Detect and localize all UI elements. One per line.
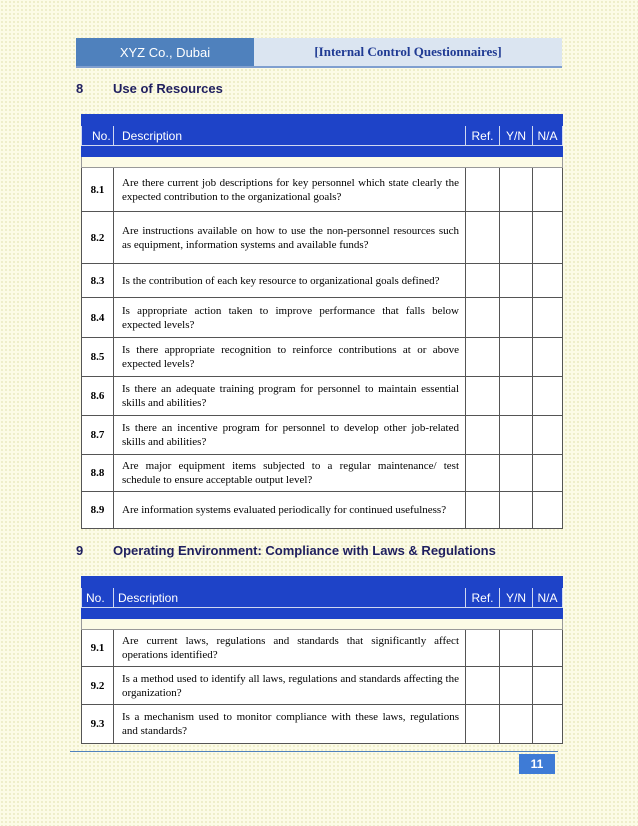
na-cell[interactable] (533, 212, 563, 264)
na-cell[interactable] (533, 338, 563, 377)
row-description: Is there appropriate recognition to reinforce contributions at or above expected levels? (114, 338, 466, 377)
table-header-band (82, 115, 563, 126)
row-number: 9.2 (82, 667, 114, 705)
questionnaire-table-9 (81, 576, 563, 744)
row-description: Are information systems evaluated periodically for continued usefulness? (114, 492, 466, 529)
table-row (82, 298, 563, 338)
row-description: Are current laws, regulations and standards that significantly affect operations identified? (114, 630, 466, 667)
column-header-na: N/A (533, 588, 563, 608)
table-row (82, 168, 563, 212)
row-number: 8.8 (82, 455, 114, 492)
column-header-yn: Y/N (500, 126, 533, 146)
row-number: 9.3 (82, 705, 114, 744)
table-row (82, 377, 563, 416)
questionnaire-table-8 (81, 114, 563, 529)
yn-cell[interactable] (500, 705, 533, 744)
table-row (82, 667, 563, 705)
na-cell[interactable] (533, 492, 563, 529)
row-number: 8.9 (82, 492, 114, 529)
na-cell[interactable] (533, 455, 563, 492)
table-header-row (82, 588, 563, 608)
yn-cell[interactable] (500, 168, 533, 212)
yn-cell[interactable] (500, 455, 533, 492)
row-description: Are instructions available on how to use the non-personnel resources such as equipment, information systems and available funds? (114, 212, 466, 264)
ref-cell[interactable] (466, 455, 500, 492)
na-cell[interactable] (533, 416, 563, 455)
yn-cell[interactable] (500, 212, 533, 264)
row-number: 8.4 (82, 298, 114, 338)
table-spacer (82, 157, 563, 168)
ref-cell[interactable] (466, 338, 500, 377)
ref-cell[interactable] (466, 416, 500, 455)
column-header-ref: Ref. (466, 588, 500, 608)
page-number: 11 (519, 754, 555, 774)
yn-cell[interactable] (500, 630, 533, 667)
row-number: 9.1 (82, 630, 114, 667)
ref-cell[interactable] (466, 264, 500, 298)
yn-cell[interactable] (500, 264, 533, 298)
row-number: 8.3 (82, 264, 114, 298)
row-number: 8.2 (82, 212, 114, 264)
section-heading: Operating Environment: Compliance with Laws & Regulations (113, 543, 496, 558)
section-number: 9 (76, 543, 84, 558)
row-number: 8.5 (82, 338, 114, 377)
column-header-na: N/A (533, 126, 563, 146)
document-title: [Internal Control Questionnaires] (254, 38, 562, 66)
ref-cell[interactable] (466, 377, 500, 416)
yn-cell[interactable] (500, 377, 533, 416)
row-description: Is the contribution of each key resource to organizational goals defined? (114, 264, 466, 298)
column-header-description: Description (114, 588, 466, 608)
column-header-ref: Ref. (466, 126, 500, 146)
ref-cell[interactable] (466, 212, 500, 264)
ref-cell[interactable] (466, 168, 500, 212)
table-header-band (82, 577, 563, 588)
table-row (82, 212, 563, 264)
table-row (82, 455, 563, 492)
table-row (82, 264, 563, 298)
table-header-row (82, 126, 563, 146)
na-cell[interactable] (533, 377, 563, 416)
yn-cell[interactable] (500, 492, 533, 529)
row-number: 8.7 (82, 416, 114, 455)
ref-cell[interactable] (466, 667, 500, 705)
yn-cell[interactable] (500, 416, 533, 455)
na-cell[interactable] (533, 298, 563, 338)
na-cell[interactable] (533, 264, 563, 298)
row-number: 8.1 (82, 168, 114, 212)
ref-cell[interactable] (466, 705, 500, 744)
na-cell[interactable] (533, 168, 563, 212)
section-8-title (76, 81, 223, 96)
na-cell[interactable] (533, 705, 563, 744)
row-description: Is a mechanism used to monitor compliance with these laws, regulations and standards? (114, 705, 466, 744)
yn-cell[interactable] (500, 338, 533, 377)
table-row (82, 492, 563, 529)
na-cell[interactable] (533, 667, 563, 705)
column-header-yn: Y/N (500, 588, 533, 608)
table-header-band (82, 146, 563, 157)
row-description: Is there an incentive program for personnel to develop other job-related skills and abilities? (114, 416, 466, 455)
row-number: 8.6 (82, 377, 114, 416)
table-spacer (82, 619, 563, 630)
company-name: XYZ Co., Dubai (76, 38, 254, 66)
row-description: Is appropriate action taken to improve performance that falls below expected levels? (114, 298, 466, 338)
section-9-title (76, 543, 496, 558)
table-row (82, 338, 563, 377)
table-header-band (82, 608, 563, 619)
ref-cell[interactable] (466, 630, 500, 667)
row-description: Are major equipment items subjected to a regular maintenance/ test schedule to ensure acceptable output level? (114, 455, 466, 492)
yn-cell[interactable] (500, 667, 533, 705)
ref-cell[interactable] (466, 492, 500, 529)
section-heading: Use of Resources (113, 81, 223, 96)
section-number: 8 (76, 81, 84, 96)
table-row (82, 630, 563, 667)
row-description: Are there current job descriptions for key personnel which state clearly the expected contribution to the organizational goals? (114, 168, 466, 212)
na-cell[interactable] (533, 630, 563, 667)
column-header-no: No. (82, 588, 114, 608)
row-description: Is a method used to identify all laws, regulations and standards affecting the organization? (114, 667, 466, 705)
column-header-no: No. (82, 126, 114, 146)
yn-cell[interactable] (500, 298, 533, 338)
column-header-description: Description (114, 126, 466, 146)
row-description: Is there an adequate training program for personnel to maintain essential skills and abilities? (114, 377, 466, 416)
ref-cell[interactable] (466, 298, 500, 338)
table-row (82, 416, 563, 455)
footer-divider (70, 751, 558, 752)
page-header (76, 38, 562, 68)
table-row (82, 705, 563, 744)
